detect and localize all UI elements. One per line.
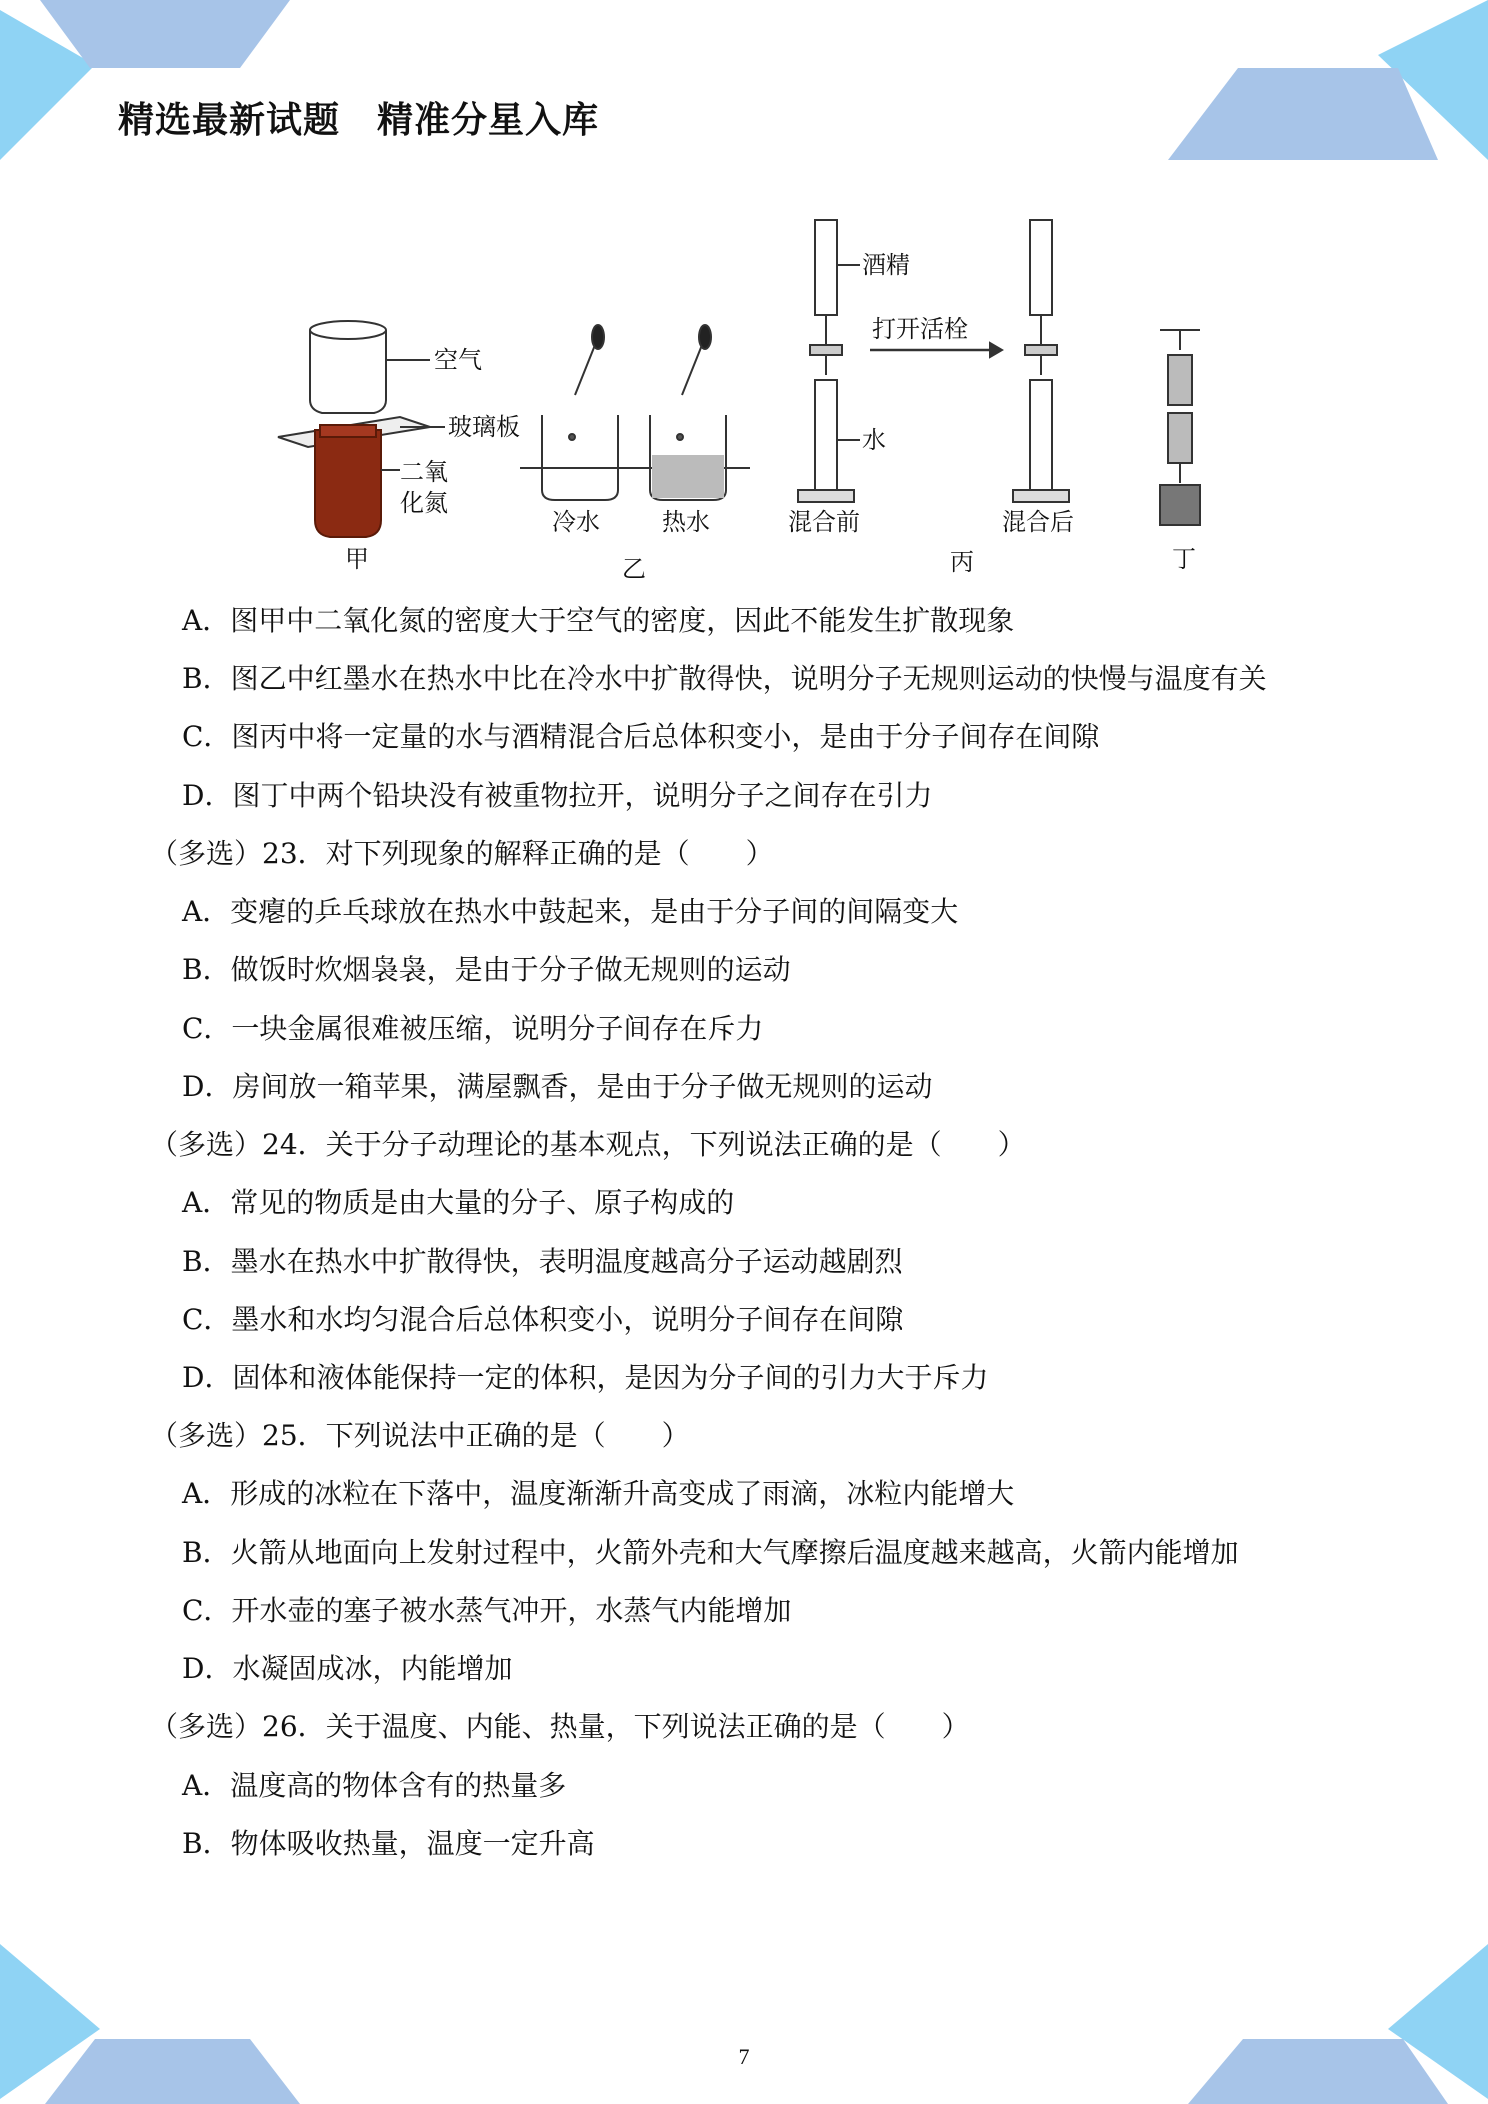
corner-decoration-top-left xyxy=(0,0,300,170)
label-before-mixing: 混合前 xyxy=(788,508,860,536)
q23-option-a: A．变瘪的乒乓球放在热水中鼓起来，是由于分子间的间隔变大 xyxy=(182,895,959,928)
q25-option-c: C．开水壶的塞子被水蒸气冲开，水蒸气内能增加 xyxy=(182,1594,792,1627)
q23-stem: （多选）23．对下列现象的解释正确的是（ ） xyxy=(150,837,774,870)
q24-option-a: A．常见的物质是由大量的分子、原子构成的 xyxy=(182,1186,735,1219)
label-open-valve: 打开活栓 xyxy=(872,315,968,343)
q25-option-d: D．水凝固成冰，内能增加 xyxy=(182,1652,513,1685)
label-yi: 乙 xyxy=(622,555,646,583)
header-title: 精选最新试题 精准分星入库 xyxy=(118,100,600,141)
q24-option-d: D．固体和液体能保持一定的体积，是因为分子间的引力大于斥力 xyxy=(182,1361,989,1394)
label-no2-line2: 化氮 xyxy=(400,489,448,517)
q26-option-b: B．物体吸收热量，温度一定升高 xyxy=(182,1827,595,1860)
q23-option-c: C．一块金属很难被压缩，说明分子间存在斥力 xyxy=(182,1012,764,1045)
label-bing: 丙 xyxy=(950,548,974,576)
label-water: 水 xyxy=(862,426,886,454)
q24-option-c: C．墨水和水均匀混合后总体积变小，说明分子间存在间隙 xyxy=(182,1303,904,1336)
corner-decoration-bottom-right xyxy=(1168,1934,1488,2104)
q24-stem: （多选）24．关于分子动理论的基本观点，下列说法正确的是（ ） xyxy=(150,1128,1026,1161)
label-cold-water: 冷水 xyxy=(552,508,600,536)
experiment-figure xyxy=(250,205,1250,590)
label-hot-water: 热水 xyxy=(662,508,710,536)
q25-option-b: B．火箭从地面向上发射过程中，火箭外壳和大气摩擦后温度越来越高，火箭内能增加 xyxy=(182,1536,1239,1569)
page-number: 7 xyxy=(738,2044,750,2069)
figure-ding xyxy=(1160,330,1200,525)
q22-option-d: D．图丁中两个铅块没有被重物拉开，说明分子之间存在引力 xyxy=(182,779,933,812)
q26-option-a: A．温度高的物体含有的热量多 xyxy=(182,1769,567,1802)
corner-decoration-top-right xyxy=(1168,0,1488,170)
figure-yi xyxy=(520,325,750,500)
label-jia: 甲 xyxy=(345,545,369,573)
q23-option-b: B．做饭时炊烟袅袅，是由于分子做无规则的运动 xyxy=(182,953,791,986)
label-air: 空气 xyxy=(434,346,482,374)
q26-stem: （多选）26．关于温度、内能、热量，下列说法正确的是（ ） xyxy=(150,1710,970,1743)
q23-option-d: D．房间放一箱苹果，满屋飘香，是由于分子做无规则的运动 xyxy=(182,1070,933,1103)
q22-option-c: C．图丙中将一定量的水与酒精混合后总体积变小，是由于分子间存在间隙 xyxy=(182,720,1100,753)
q22-option-b: B．图乙中红墨水在热水中比在冷水中扩散得快，说明分子无规则运动的快慢与温度有关 xyxy=(182,662,1267,695)
q24-option-b: B．墨水在热水中扩散得快，表明温度越高分子运动越剧烈 xyxy=(182,1245,903,1278)
label-no2-line1: 二氧 xyxy=(400,458,448,486)
label-after-mixing: 混合后 xyxy=(1002,508,1074,536)
q22-option-a: A．图甲中二氧化氮的密度大于空气的密度，因此不能发生扩散现象 xyxy=(182,604,1015,637)
corner-decoration-bottom-left xyxy=(0,1934,300,2104)
q25-option-a: A．形成的冰粒在下落中，温度渐渐升高变成了雨滴，冰粒内能增大 xyxy=(182,1477,1015,1510)
q25-stem: （多选）25．下列说法中正确的是（ ） xyxy=(150,1419,690,1452)
label-glass: 玻璃板 xyxy=(448,413,520,441)
label-ding: 丁 xyxy=(1172,545,1196,573)
label-alcohol: 酒精 xyxy=(862,251,910,279)
figure-bing xyxy=(798,220,1069,502)
